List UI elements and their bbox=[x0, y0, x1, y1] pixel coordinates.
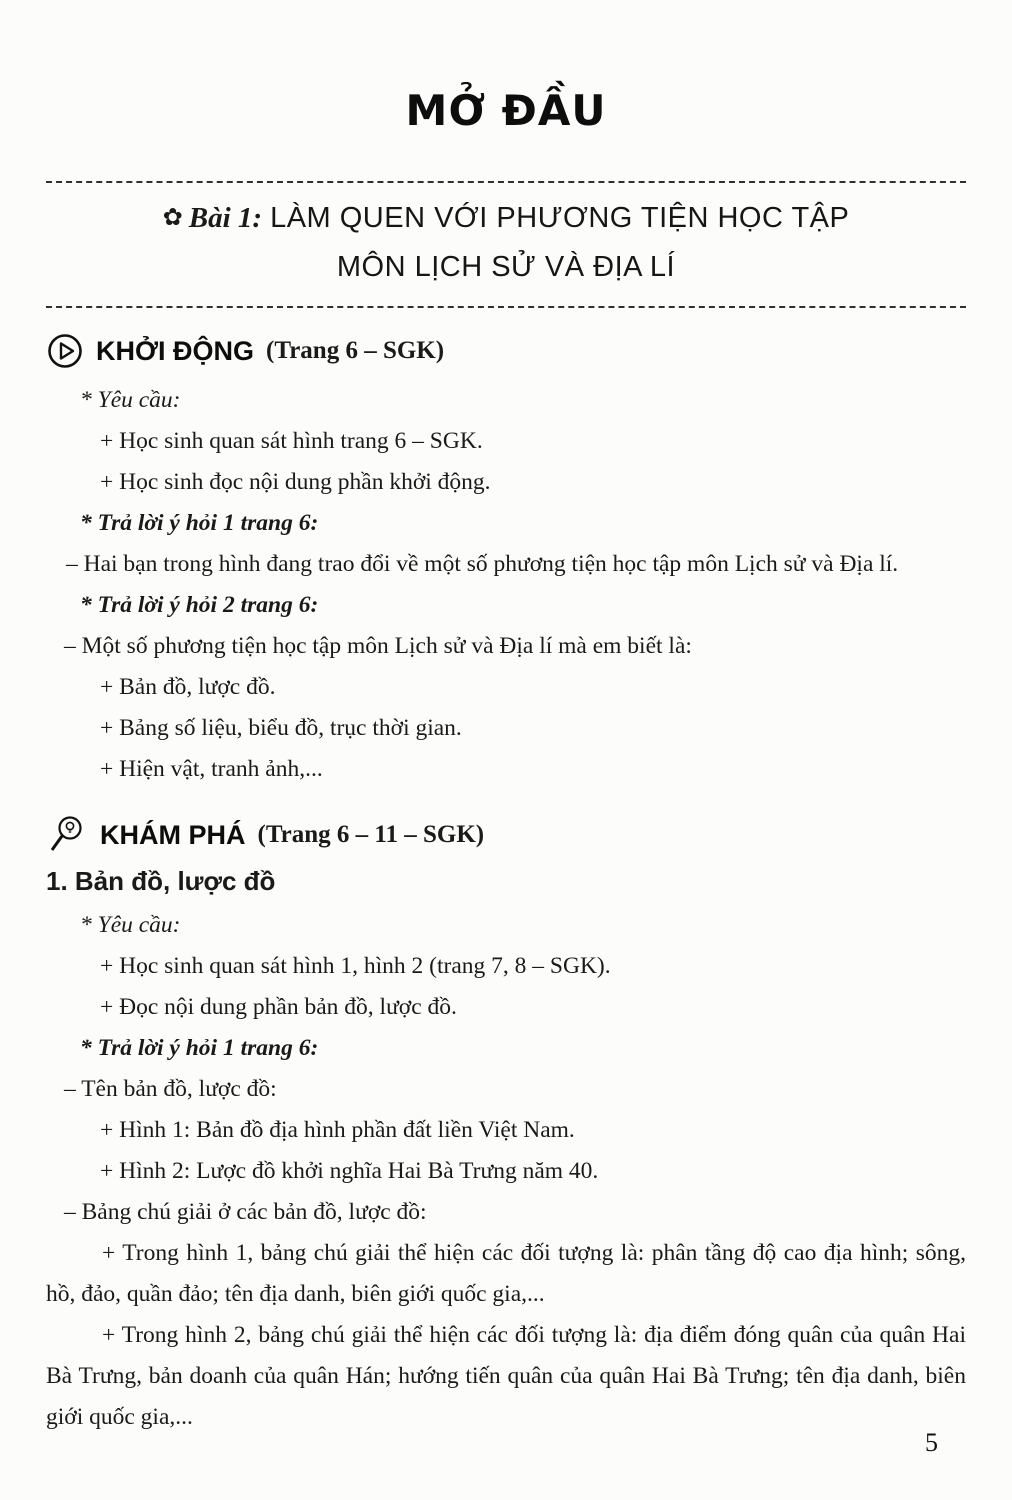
dashed-divider-bottom bbox=[46, 306, 966, 308]
list-item: * Trả lời ý hỏi 1 trang 6: bbox=[80, 1035, 319, 1061]
page-number: 5 bbox=[925, 1428, 938, 1457]
section-heading-suffix: (Trang 6 – SGK) bbox=[266, 337, 445, 364]
play-circle-icon bbox=[46, 332, 84, 370]
list-item: – Bảng chú giải ở các bản đồ, lược đồ: bbox=[64, 1199, 427, 1225]
lesson-title-line1: LÀM QUEN VỚI PHƯƠNG TIỆN HỌC TẬP bbox=[270, 202, 850, 234]
list-item: + Trong hình 1, bảng chú giải thể hiện các đối tượng là: phân tầng độ cao địa hình; sông, hồ, đảo, quần đảo; tên địa danh, biên giới quốc gia,... bbox=[46, 1240, 966, 1307]
subsection-title: 1. Bản đồ, lược đồ bbox=[46, 866, 276, 896]
section-heading: KHÁM PHÁ bbox=[100, 819, 246, 850]
section-heading: KHỞI ĐỘNG bbox=[96, 335, 255, 366]
page-title: MỞ ĐẦU bbox=[405, 86, 607, 135]
lesson-title-line2: MÔN LỊCH SỬ VÀ ĐỊA LÍ bbox=[336, 251, 676, 283]
list-item: * Trả lời ý hỏi 2 trang 6: bbox=[80, 592, 319, 618]
section-heading-suffix: (Trang 6 – 11 – SGK) bbox=[257, 821, 485, 848]
list-item: + Trong hình 2, bảng chú giải thể hiện các đối tượng là: địa điểm đóng quân của quân Hai Bà Trưng, bản doanh của quân Hán; hướng tiến quân của quân Hai Bà Trưng; tên địa danh, biên giới quốc gia,... bbox=[46, 1322, 966, 1430]
list-item: + Bản đồ, lược đồ. bbox=[100, 674, 276, 700]
magnifier-bulb-icon bbox=[46, 814, 88, 856]
list-item: * Trả lời ý hỏi 1 trang 6: bbox=[80, 510, 319, 536]
list-item: + Học sinh quan sát hình 1, hình 2 (trang 7, 8 – SGK). bbox=[100, 953, 611, 979]
list-item: – Tên bản đồ, lược đồ: bbox=[64, 1076, 277, 1102]
list-item: * Yêu cầu: bbox=[80, 387, 181, 413]
lesson-header bbox=[46, 183, 966, 300]
list-item: * Yêu cầu: bbox=[80, 912, 181, 938]
list-item: + Hình 2: Lược đồ khởi nghĩa Hai Bà Trưng năm 40. bbox=[100, 1158, 599, 1184]
section-header-kham-pha bbox=[46, 814, 966, 856]
list-item: + Hiện vật, tranh ảnh,... bbox=[100, 756, 323, 782]
list-item: – Một số phương tiện học tập môn Lịch sử và Địa lí mà em biết là: bbox=[64, 633, 692, 659]
list-item: + Học sinh đọc nội dung phần khởi động. bbox=[100, 469, 491, 495]
section-header-khoi-dong bbox=[46, 332, 966, 370]
list-item: + Đọc nội dung phần bản đồ, lược đồ. bbox=[100, 994, 457, 1020]
list-item: + Bảng số liệu, biểu đồ, trục thời gian. bbox=[100, 715, 462, 741]
list-item: + Hình 1: Bản đồ địa hình phần đất liền Việt Nam. bbox=[100, 1117, 575, 1143]
flower-icon: ✿ bbox=[162, 203, 183, 231]
lesson-label: Bài 1: bbox=[188, 202, 263, 234]
list-item: – Hai bạn trong hình đang trao đổi về một số phương tiện học tập môn Lịch sử và Địa lí. bbox=[66, 551, 899, 577]
list-item: + Học sinh quan sát hình trang 6 – SGK. bbox=[100, 428, 483, 454]
